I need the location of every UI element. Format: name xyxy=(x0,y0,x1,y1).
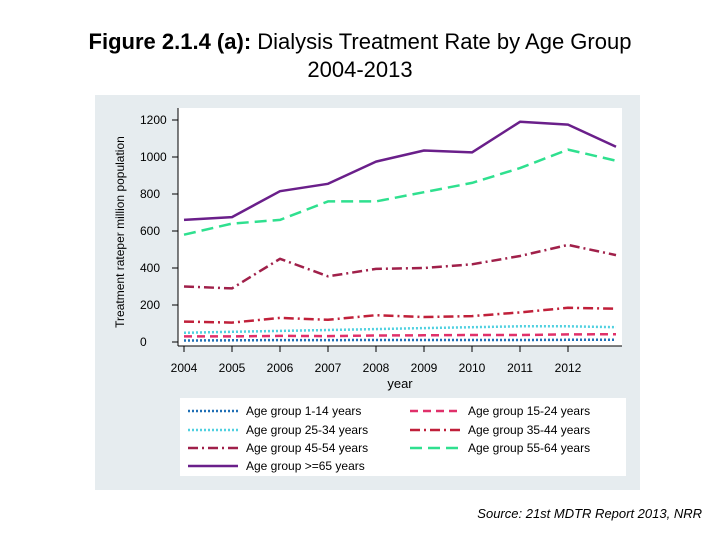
y-tick-label: 600 xyxy=(140,224,161,238)
chart-title-prefix: Figure 2.1.4 (a): xyxy=(88,29,252,54)
x-tick-label: 2006 xyxy=(266,361,294,375)
y-tick-label: 400 xyxy=(140,261,161,275)
legend-label-3: Age group 25-34 years xyxy=(246,423,369,437)
y-tick-label: 1000 xyxy=(140,150,167,164)
y-axis-label: Treatment rateper million population xyxy=(113,136,127,328)
source-note: Source: 21st MDTR Report 2013, NRR xyxy=(477,506,702,521)
x-tick-label: 2012 xyxy=(554,361,582,375)
x-tick-label: 2008 xyxy=(362,361,390,375)
y-tick-label: 800 xyxy=(140,187,161,201)
legend-label-4: Age group 35-44 years xyxy=(468,423,591,437)
y-tick-label: 1200 xyxy=(140,113,167,127)
y-tick-label: 200 xyxy=(140,298,161,312)
x-tick-label: 2004 xyxy=(170,361,198,375)
legend-label-5: Age group 45-54 years xyxy=(246,441,369,455)
x-tick-label: 2009 xyxy=(410,361,438,375)
x-tick-label: 2011 xyxy=(507,361,533,375)
chart-subtitle: 2004-2013 xyxy=(307,57,413,82)
plot-area xyxy=(178,108,622,346)
x-tick-label: 2010 xyxy=(458,361,486,375)
x-tick-label: 2007 xyxy=(314,361,342,375)
x-tick-label: 2005 xyxy=(218,361,246,375)
legend-label-7: Age group >=65 years xyxy=(246,459,365,473)
legend-label-1: Age group 1-14 years xyxy=(246,404,362,418)
legend-label-6: Age group 55-64 years xyxy=(468,441,591,455)
y-tick-label: 0 xyxy=(140,335,147,349)
x-axis-label: year xyxy=(387,376,413,391)
legend-label-2: Age group 15-24 years xyxy=(468,404,591,418)
chart-title-main: Dialysis Treatment Rate by Age Group xyxy=(257,29,632,54)
x-ticks xyxy=(171,346,582,375)
